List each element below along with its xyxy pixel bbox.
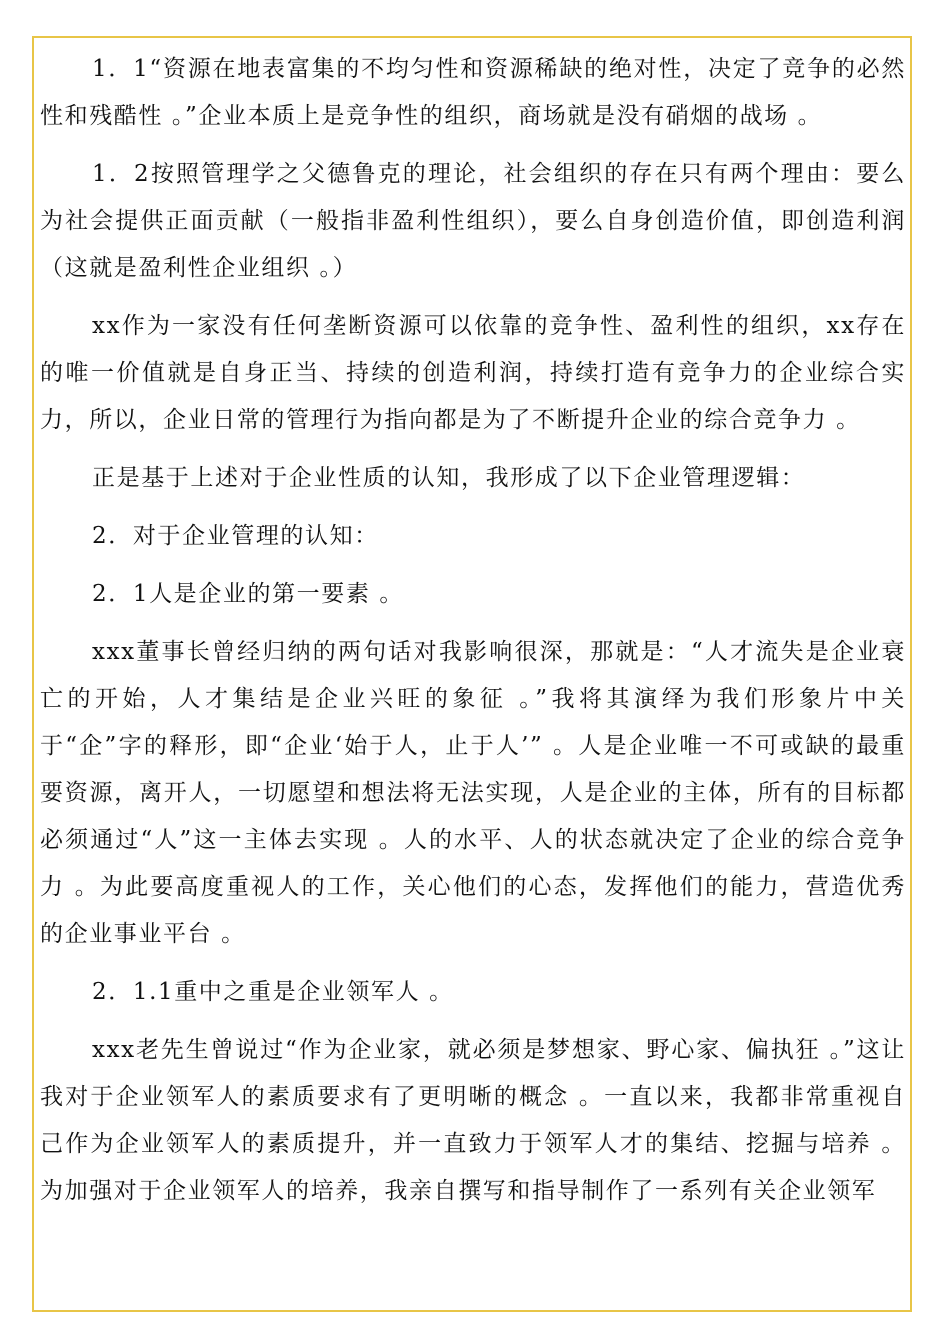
paragraph-logic-intro: 正是基于上述对于企业性质的认知，我形成了以下企业管理逻辑： bbox=[92, 465, 806, 491]
document-body bbox=[40, 46, 906, 1226]
paragraph-1-1: 1．1“资源在地表富集的不均匀性和资源稀缺的绝对性，决定了竞争的必然性和残酷性 。”企业本质上是竞争性的组织，商场就是没有硝烟的战场 。 bbox=[40, 56, 906, 129]
heading-2: 2．对于企业管理的认知： bbox=[92, 523, 379, 549]
paragraph-chairman-quote: xxx董事长曾经归纳的两句话对我影响很深，那就是：“人才流失是企业衰亡的开始，人才集结是企业兴旺的象征 。”我将其演绎为我们形象片中关于“企”字的释形，即“企业‘始于人，止于人’” 。人是企业唯一不可或缺的最重要资源，离开人，一切愿望和想法将无法实现，人是企业的主体，所有的目标都必须通过“人”这一主体去实现 。人的水平、人的状态就决定了企业的综合竞争力 。为此要高度重视人的工作，关心他们的心态，发挥他们的能力，营造优秀的企业事业平台 。 bbox=[40, 639, 906, 947]
heading-2-1: 2．1人是企业的第一要素 。 bbox=[92, 581, 404, 607]
paragraph-1-2: 1．2按照管理学之父德鲁克的理论，社会组织的存在只有两个理由：要么为社会提供正面贡献（一般指非盈利性组织），要么自身创造价值，即创造利润（这就是盈利性企业组织 。） bbox=[40, 161, 906, 281]
heading-2-1-1: 2．1.1重中之重是企业领军人 。 bbox=[92, 979, 454, 1005]
paragraph-leader-quote: xxx老先生曾说过“作为企业家，就必须是梦想家、野心家、偏执狂 。”这让我对于企业领军人的素质要求有了更明晰的概念 。一直以来，我都非常重视自己作为企业领军人的素质提升，并一直致力于领军人才的集结、挖掘与培养 。为加强对于企业领军人的培养，我亲自撰写和指导制作了一系列有关企业领军 bbox=[40, 1037, 906, 1204]
paragraph-xx-value: xx作为一家没有任何垄断资源可以依靠的竞争性、盈利性的组织，xx存在的唯一价值就是自身正当、持续的创造利润，持续打造有竞争力的企业综合实力，所以，企业日常的管理行为指向都是为了不断提升企业的综合竞争力 。 bbox=[40, 313, 906, 433]
